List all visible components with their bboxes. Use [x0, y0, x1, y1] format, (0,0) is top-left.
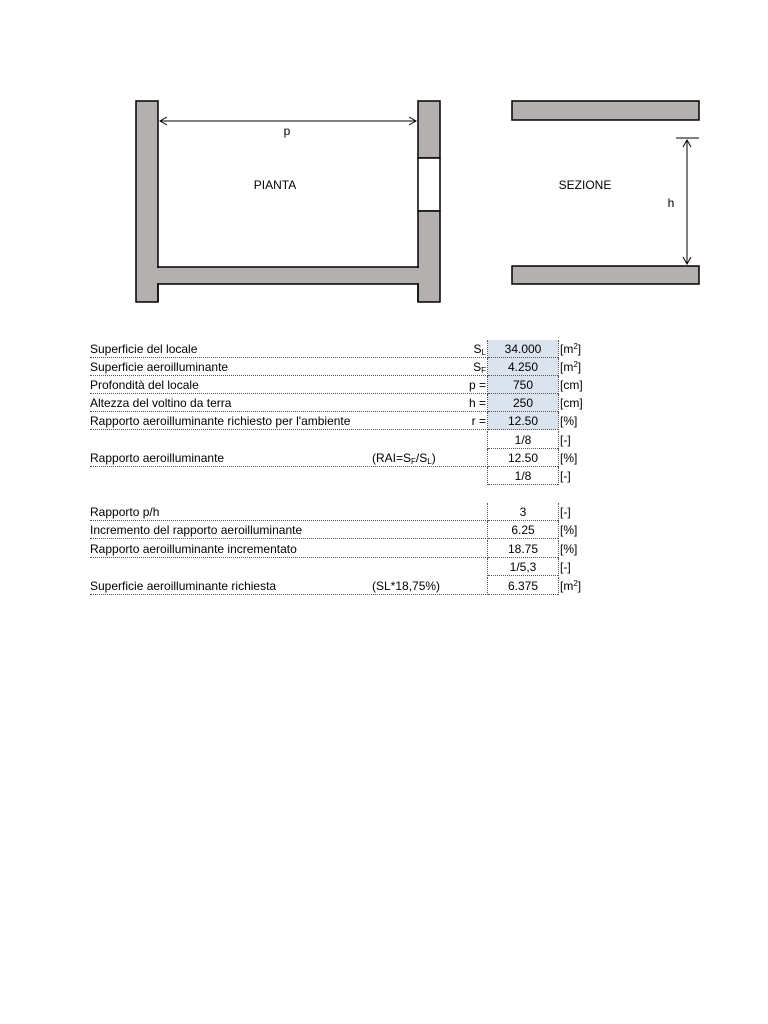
input-value-cell[interactable]: 12.50: [488, 412, 558, 430]
input-value-cell[interactable]: 750: [488, 376, 558, 394]
table-row: [90, 558, 580, 576]
row-divider: [90, 594, 488, 595]
row-unit: $[m^2]$: [560, 579, 582, 593]
computed-value-cell: 1/8: [514, 469, 532, 483]
computed-value-cell: 18.75: [507, 542, 539, 556]
table-row: [90, 521, 580, 539]
row-formula: (SL*18,75%): [372, 579, 441, 593]
section-label: SEZIONE: [558, 178, 612, 192]
row-unit: [-]: [560, 433, 571, 447]
input-value-cell[interactable]: 4.250: [488, 358, 558, 376]
row-unit: $[m^2]$: [560, 360, 582, 374]
row-symbol: $S_F$: [473, 360, 486, 375]
row-symbol: $S_L$: [473, 342, 486, 357]
row-unit: $[m^2]$: [560, 342, 582, 356]
computed-value-cell: 1/5,3: [509, 560, 537, 574]
row-symbol: r =: [471, 414, 486, 428]
row-label: Incremento del rapporto aeroilluminante: [90, 523, 303, 537]
computed-value-cell: 6.375: [507, 579, 539, 593]
computed-value-cell: 3: [519, 505, 527, 519]
row-symbol: h =: [468, 396, 486, 410]
row-unit: [%]: [560, 414, 578, 428]
table-row: [90, 449, 580, 467]
row-label: Rapporto aeroilluminante richiesto per l'ambiente: [90, 414, 351, 428]
row-unit: [cm]: [560, 378, 583, 392]
row-label: Rapporto p/h: [90, 505, 160, 519]
table-row: [90, 412, 580, 430]
row-divider: [90, 429, 488, 430]
input-value-cell[interactable]: 34.000: [488, 340, 558, 358]
row-label: Rapporto aeroilluminante: [90, 451, 225, 465]
row-label: Superficie del locale: [90, 342, 198, 356]
row-unit: [%]: [560, 523, 578, 537]
table-row: [90, 431, 580, 449]
computed-value-cell: 6.25: [511, 523, 535, 537]
table-row: [90, 376, 583, 394]
table-row: [90, 540, 580, 558]
table-row: [90, 503, 580, 521]
plan-label: PIANTA: [253, 178, 297, 192]
row-divider: [90, 538, 488, 539]
input-value-cell[interactable]: 250: [488, 394, 558, 412]
row-label: Altezza del voltino da terra: [90, 396, 232, 410]
row-unit: [-]: [560, 469, 571, 483]
table-row: [90, 577, 580, 595]
height-label: h: [667, 196, 675, 210]
row-unit: [-]: [560, 560, 571, 574]
depth-label: p: [283, 124, 291, 138]
row-unit: [cm]: [560, 396, 583, 410]
row-label: Superficie aeroilluminante: [90, 360, 229, 374]
row-formula: $(RAI=S_F/S_L)$: [372, 451, 436, 466]
row-label: Profondità del locale: [90, 378, 199, 392]
row-label: Rapporto aeroilluminante incrementato: [90, 542, 297, 556]
table-row: [90, 467, 580, 485]
computed-value-cell: 1/8: [514, 433, 532, 447]
computed-value-cell: 12.50: [507, 451, 539, 465]
table-row: [90, 358, 580, 376]
table-row: [90, 394, 583, 412]
row-unit: [%]: [560, 542, 578, 556]
row-label: Superficie aeroilluminante richiesta: [90, 579, 277, 593]
table-row: [90, 340, 580, 358]
row-symbol: p =: [468, 378, 486, 392]
row-unit: [%]: [560, 451, 578, 465]
row-unit: [-]: [560, 505, 571, 519]
